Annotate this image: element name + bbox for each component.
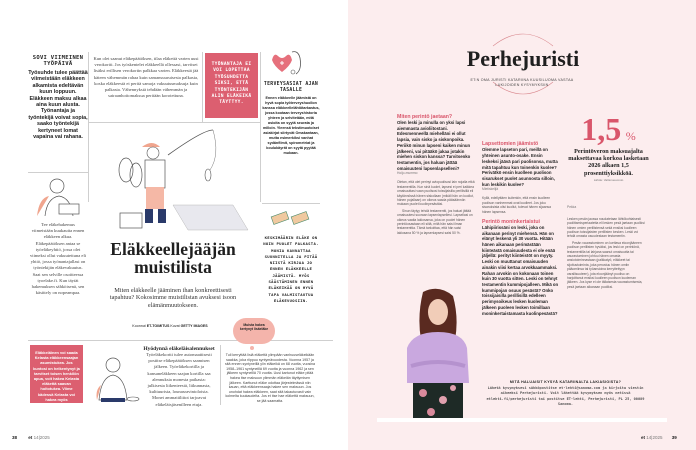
lawyer-photo	[403, 288, 473, 422]
credits	[110, 324, 230, 328]
fact-box	[566, 110, 651, 182]
article-subtitle: Miten eläkkeelle jääminen ihan konkreettisesti tapahtuu? Kokosimme muistilistan avuksesi isoon elämänmuutokseen.	[109, 287, 237, 309]
page-number: 38	[12, 435, 18, 440]
question-2-and-3	[482, 114, 560, 322]
answer-3	[567, 204, 645, 291]
answer-continued	[482, 114, 560, 118]
column-title: Perhejuristi	[466, 46, 580, 71]
title-line-1: Eläkkeellejääjän	[110, 239, 236, 259]
box-tax-text: Kun olet saanut eläkepäätöksen, tilaa eläkettä varten uusi verokortti. Jos työskentelet eläkkeellä ollessasi, tarvitset lisäksi erillisen verokortin palkkaa varten. Eläkkeestä jää käteen vähemmän rahaa kuin samansuuruisesta palkasta, koska eläkkeestä ei peritä samoja vakuutusmaksuja kuin palkasta. Vähennykstä tehdään vähemmän ja sairaanhoitomaksua peritään korotettuna.	[93, 56, 199, 99]
quote-pension: KESKIMÄÄRIN ELÄKE ON NOIN PUOLET PALKASTA. MONIA KANNATTAA SUUNNITELLA JA PITÄÄ NIISTÄ KIRJAA JO ENNEN ELÄKKEELLE JÄÄMISTÄ. MYÖS SÄÄSTÄMINEN ENNEN ELÄKEIKÄÄ ON HYVÄ TAPA VALMISTAUTUA ELÄKEVUOSIIN.	[263, 235, 319, 303]
box-text: Työsuhde tulee päättää viimeistään eläkkeen alkamista edeltävän kuun loppuun. Eläkkeen maksu alkaa aina kuun alusta. Työnantaja ja työntekijä voivat sopia, saako työntekijä kertyneet lomat vapaina vai rahana.	[28, 70, 88, 141]
credit-images: GETTY IMAGES	[180, 324, 208, 328]
box-last-day	[28, 55, 88, 140]
fact-text: Perintöveron maksuajalta maksettavaa korkoa lasketaan 2026 alkaen 1,5 prosenttiyksikköä.	[568, 148, 649, 177]
right-footer	[641, 435, 677, 440]
laptop-person-illustration	[35, 176, 83, 216]
answer-text: Oletan, että olet perinyt aviopuolisosi lain nojalla etkä testamentilla. Kun sinä kuolet, lapsesi ei peri kaikkea omaisuuttasi vaan puolisosi toissijaisilla perillisillä eli käytännössä hänen siskollaan (mikäli hän on kuollut, hänen pojallaan) on oikeus saada pääsäännön mukaan puolet kuolinpesästäsi.	[397, 180, 475, 207]
money-icon	[270, 210, 312, 226]
cloud-bubble: Muista hakea kertynyt lisäeläke	[233, 318, 275, 344]
box-kela: Eläkkeläinen voi saada Kelasta eläkkeensaajan asumistukea. Jos kuntosi on heikentynyt ja tarvitset toisen henkilön apua, voit hakea Kelasta eläkettä saavan hoitotukea. Viime kädessä Kelasta voi hakea myös toimeentulotukea.	[30, 345, 83, 403]
credit-label: Kuvat	[170, 324, 180, 328]
contact-text: Lähetä kysymyksesi sähköpostitse et-lehti@sanoma.com ja kirjoita viestin aiheeksi Perhejuristi. Voit lähettää kysymyksen myös netissä etlehti.fi/perhejuristi tai postitse ET-lehti, Perhejuristi, PL 25, 00089 Sanoma.	[486, 386, 645, 407]
box-text: Työeläkekortti tulee automaattisesti postitse eläkepäätöksen saamisen jälkeen. Työeläkekortilla ja kansaneläkkeen saajan kortilla saa alennuksia monesta paikasta: julkisesta liikenteestä, liikunnasta, kulttuurista, lounasravintoloista. Monet ammattiliitot tarjoavat eläkeläisjäsenilleen etuja.	[146, 352, 212, 407]
stethoscope-icon	[272, 50, 308, 78]
question-signature: Mietiskelijä	[482, 187, 499, 192]
question-signature: Pekka	[567, 205, 577, 209]
question-1	[397, 114, 475, 237]
answer-text: Pesän vaurastuminen on luettava eloonjääneen puolison perillisten hyväksi, jos leski on perintönä, testamentilla tai lahjana saanut omaisuutta tai vaurastuminen johtuu hänen omasta ansiotoiminnastaan (palkkatyö, eläkkeet tai sijoitustoiminta, joka perustuu hänen omiin pääomiinsa tai työansioina kerryttettyyn varallisuuteen), jota eloonjäänyt puoliso on harjoittanut ensiksi kuolleen puolison kuoleman jälkeen. Jos kyse ei ole tällaisesta vaurastumisesta, pesä jaetaan aikanaan puoliksi.	[567, 240, 643, 289]
magazine-name: et	[641, 435, 646, 440]
box-discounts	[143, 346, 215, 408]
box-apply-text: Tee eläkehakemus viimeistään kuukautta ennen eläkkeen alkua. Eläkepäätöksen antaa se työeläkeyhtiö, jossa olet viimeksi ollut vakuutettuna eli yhtiö, jossa työnantajallasi on työntekijän eläkevakuutus. Saat sen selville osoitteessa tyoelake.fi. Kun täytät hakemuksen sähköisenä, sen käsittely on nopeampaa.	[30, 222, 87, 296]
credit-author: ET-TOIMITUS	[146, 324, 170, 328]
box-extra-pension: Tuli kerryttää lisiä eläkettä ylimpään vanhuuseläkeikään saakka, joka riippuu syntymävuodesta. Vuonna 1957 ja sitä ennen syntyneillä ylin eläkeikä on 68 vuotta, vuosina 1958–1961 syntyneillä 69 vuotta ja vuonna 1962 ja sen jälkeen syntyneillä 70 vuotta. Uusi kartunut eläke pitää hakea itse maksuun ylimmän eläkeiän täyttymisen jälkeen. Karttunut eläke odottaa järjestelmässä niin kauan, että eläkkeensaaja hakee sen maksuun. Jos unohdat hakea eläkkeen, saat sitä takautuvasti vain kolmelta kuukaudelta. Jos et itse hae eläkettä maksuun, se jää saamatta.	[224, 353, 316, 403]
right-page	[348, 0, 696, 450]
fact-number: 1,5	[581, 111, 622, 147]
answer-text: Kyllä, edellyttäen kuitenkin, että ensin kuolleen puolison vanhemmat ovat kuolleet. Jos joku sisaruksista olisi kuollut, tulevat hänen sijaansa hänen lapsensa.	[482, 196, 551, 214]
quote-employer: TYÖNANTAJA EI VOI LOPETTAA TYÖSUHDETTA SIKSI, ETTÄ TYÖNTEKIJÄN ALIN ELÄKEIKÄ TÄYTTYY.	[205, 53, 258, 118]
fisherman-illustration	[108, 125, 253, 233]
issue-number: 14|2025	[33, 435, 50, 440]
box-title: SOVI VIIMEINEN TYÖPÄIVÄ	[32, 55, 84, 67]
contact-title: MITÄ HALUAISIT KYSYÄ KATARIINALTA LAKIASIOISTA?	[509, 380, 622, 384]
question-heading: Perintö moninkertaistui	[482, 218, 540, 225]
fact-source: Lähde: Valtioneuvosto	[593, 177, 624, 182]
contact-box	[483, 380, 648, 408]
answer-text: Lesken pesän jaossa noudatetaan lähtökohtaisesti puolittamisperiaatetta eli lesken pesä jaetaan puoliksi hänen omien perillistensä sekä ensiksi kuolleen puolison toissijaisten perillisten kesken. Leski voi tehdä omasta osuudestaan testamentin.	[567, 216, 645, 239]
credit-label: Koonnut	[132, 324, 146, 328]
article-title	[92, 240, 254, 276]
question-text: Olemme lapseton pari, meillä on yhteinen asunto-osake. Ensin leskeksi jäävä pari puolisonsa, mutta mitä tapahtuu kun toinenkin kuolee? Perivätkö ensin kuolleen puolison sisarukset puolet asunnosta silloin, kun leskikin kuolee?	[482, 147, 558, 187]
left-footer	[12, 435, 50, 440]
issue-number: 14|2025	[646, 435, 663, 440]
question-text: Lähipiirissäni on leski, joka on aikanaan perinyt miehensä. Hän on elänyt leskenä yli 30 vuotta. Hitään hänen aikanaan perimästään kiinteästä omaisuudesta ei ole enää jäljellä: perityt kiinteistöt on myyty. Leski on muuttanut omaisuuden ainakin viisi kertaa arvokkaammaksi. Rahan arvokin on kokonaan toinen kuin 30 vuotta sitten. Leski on tehnyt testamentin kummipojalleen. Mikä on kummipojan osuus pesästä? Onko toissijaisilla perillisillä edelleen perimysoikeus lesken kuoleman jälkeen puoleen lesken toimillaan moninkertaistamasta kuolinpesästä?	[482, 224, 559, 316]
magazine-name: et	[28, 435, 33, 440]
coffee-woman-illustration	[95, 355, 140, 405]
page-number: 39	[671, 435, 677, 440]
question-text: Olen leski ja minulla on yksi lapsi aiemmasta avioliitostani. Edesmenneellä miehelläni ei ollut lapsia, vain sisko ja siskonpoika. Periikö minun lapseni kaiken minun jälkeeni, vai pitääkö jakaa jotakin miehen siskon kanssa? Tarvitsenko testamentin, jos haluan jättää omaisuuteni lapsenlapselleni?	[397, 120, 471, 171]
question-signature: Hoijo-mummo	[397, 171, 418, 176]
column-subtitle: ET:N OMA JURISTI KATARIINA KUUSILUOMA VASTAA LUKIJOIDEN KYSYMYKSIIN	[470, 78, 574, 87]
answer-text: Sinun täytyy tehdä testamentti, jos haluat jättää omaisuutesi suoraan lapsenlapsellesi. Lapsellasi on oikeus vaatia lakiosansa, joka on puolet hänen perintöosastaan eli siitä, mitä hän saisi ilman testamenttia. Tämä tarkoittaa, että hän saisi lakiosana 50 % ja lapsenlapsesi saisi 50 %.	[397, 208, 473, 235]
fact-unit: %	[625, 129, 636, 143]
box-health	[262, 82, 320, 156]
box-title: TERVEYSASIAT AJAN TASALLE	[263, 82, 319, 93]
question-heading: Lapsettomien jäämistö	[482, 141, 539, 148]
question-continued	[567, 204, 645, 211]
cloud-dot	[250, 346, 254, 350]
question-heading: Miten perintö jaetaan?	[397, 114, 453, 120]
divider-bar	[377, 418, 667, 422]
title-line-2: muistilista	[134, 257, 212, 277]
box-title: Hyödynnä eläkeläisalennukset	[143, 346, 215, 352]
box-text: Ennen eläkkeelle jäämistä on hyvä sopia työterveyshuollon kanssa eläkkeellelähtötarkastus, jossa kootaan terveyshistoria yhteen ja selvitetään, mitä asioita on syytä seurata ja milloin. Yleensä tekstimuotoiset asiakirjat siirtyvät Omakantaan, mutta esimerkiksi vanhat sydänfilmit, spirometriat ja koulukäyrät on syytä pyytää mukaan.	[262, 96, 320, 155]
